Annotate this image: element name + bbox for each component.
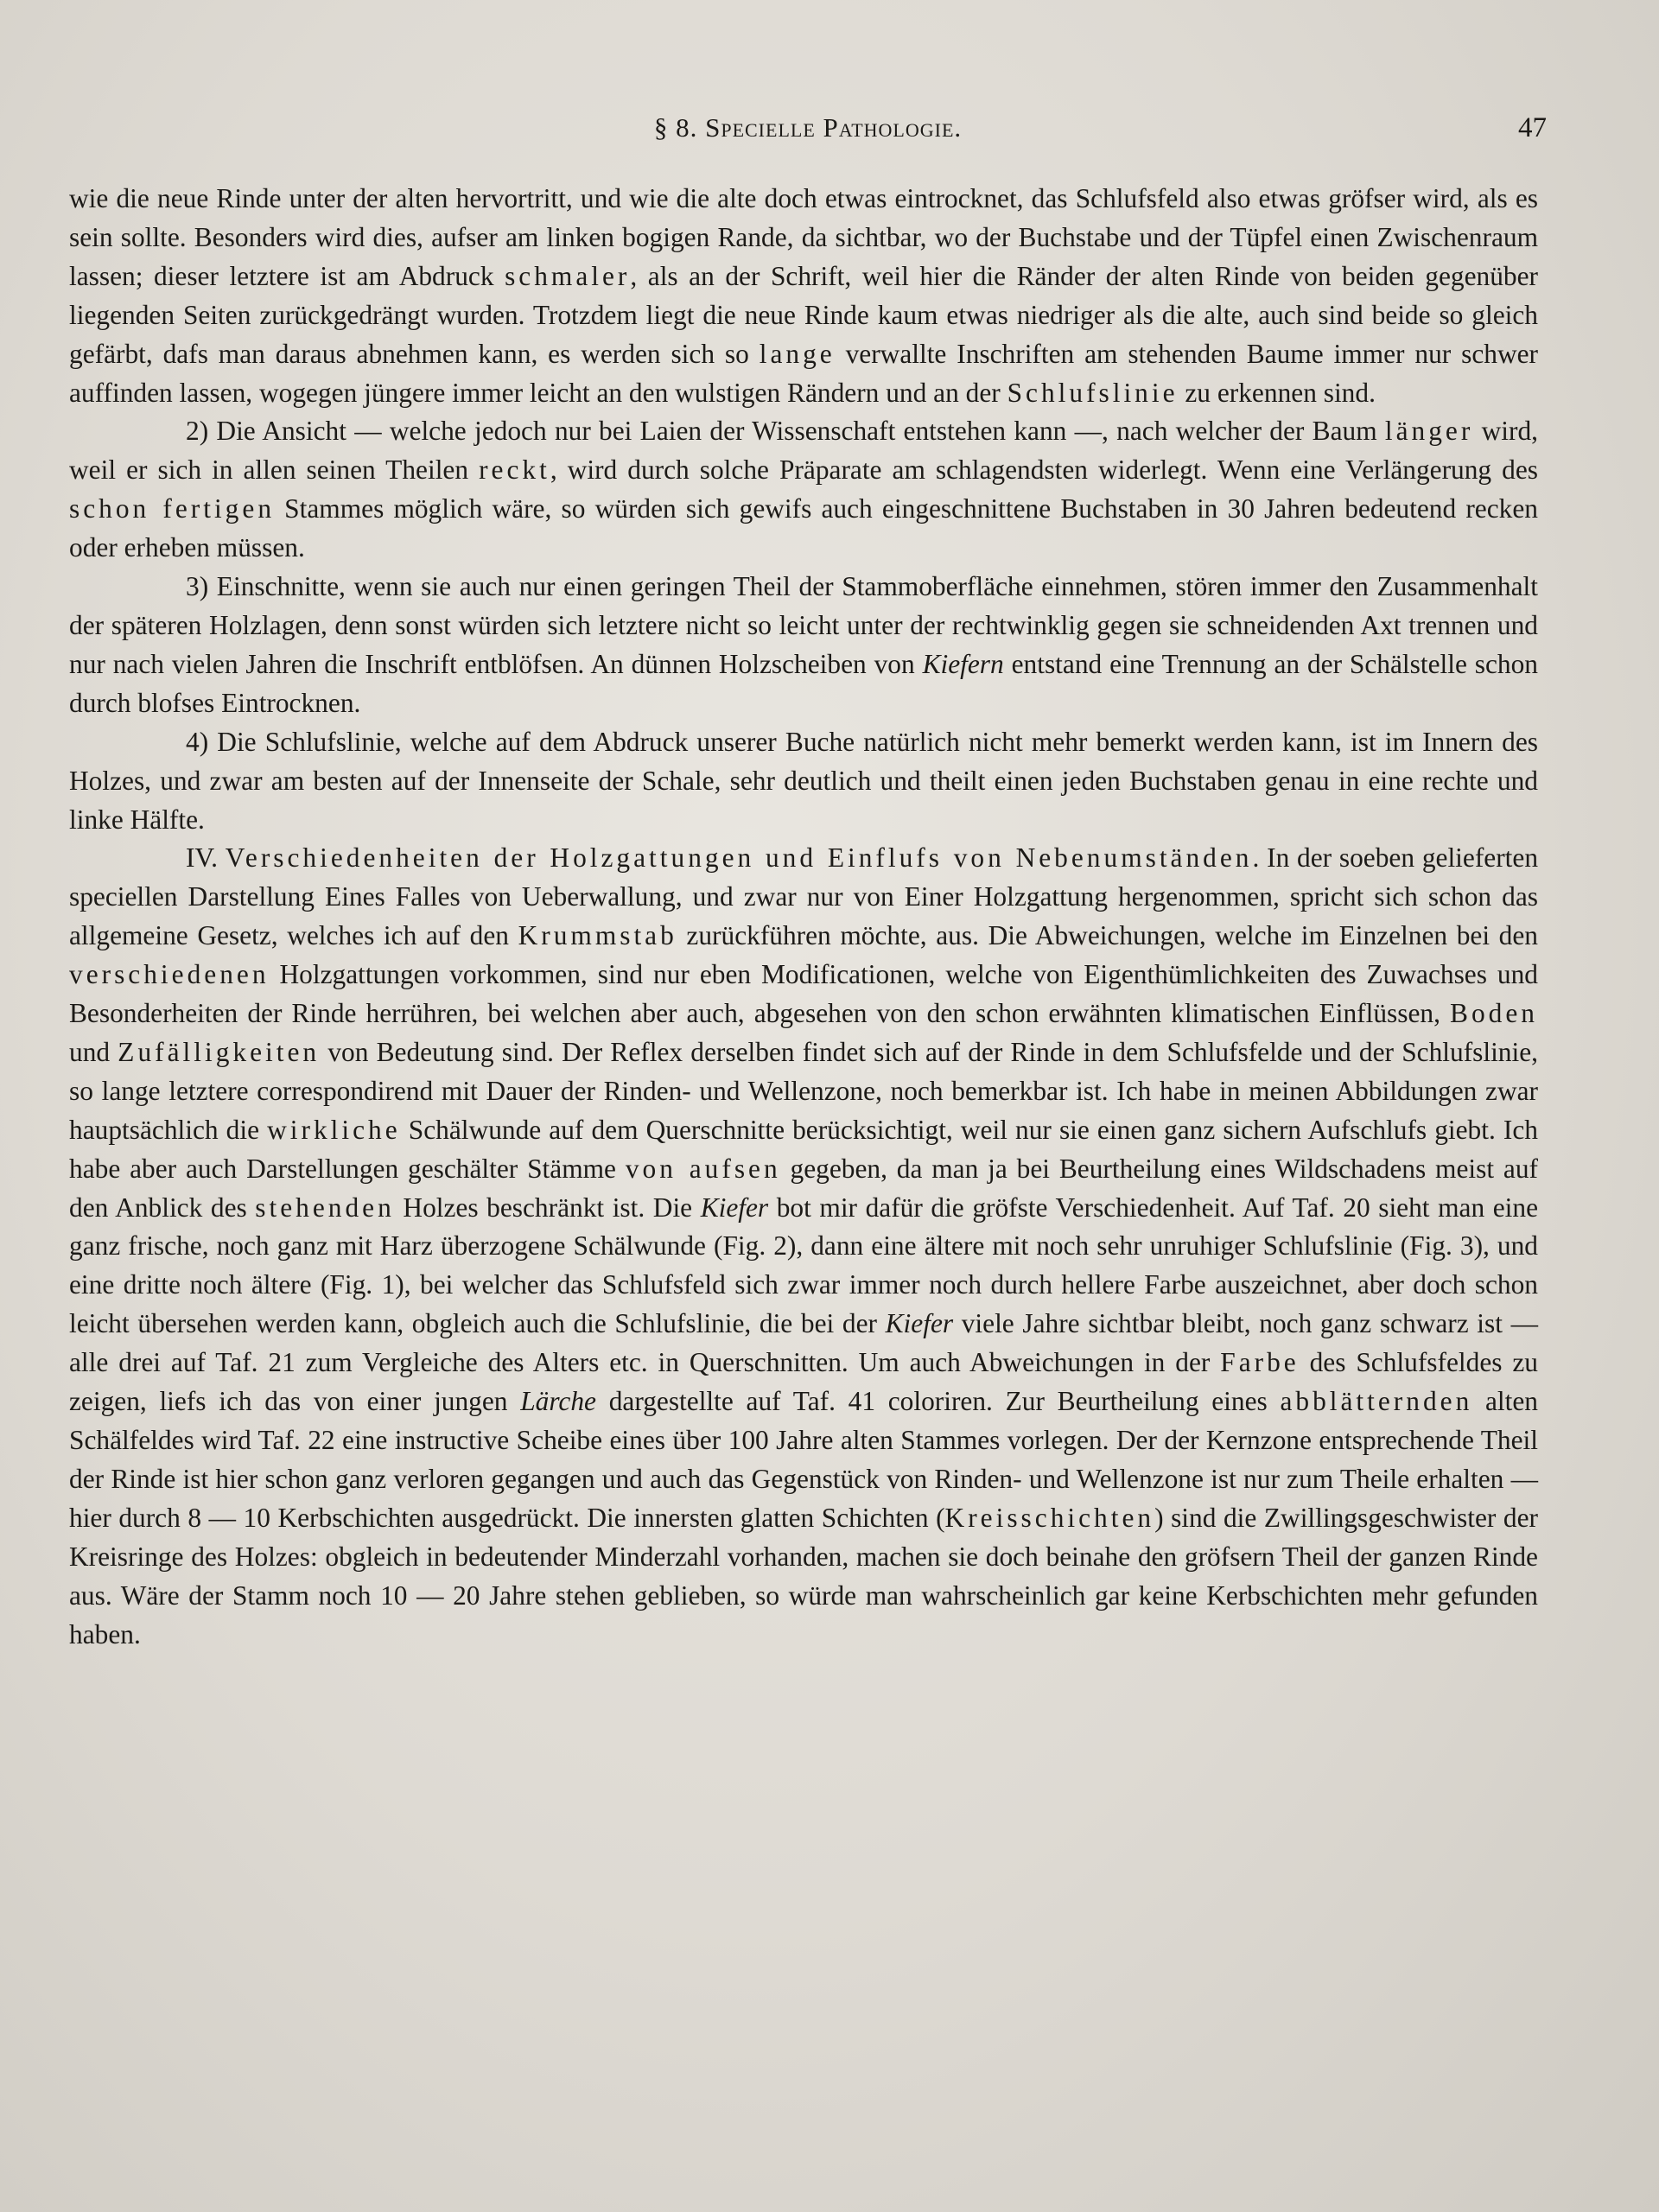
text-run: zurückführen möchte, aus. Die Abweichungen, welche im Einzelnen bei den: [677, 920, 1538, 951]
text-run: dargestellte auf Taf. 41 coloriren. Zur Beurtheilung eines: [595, 1386, 1281, 1417]
spaced-emphasis-text: Kreisschichten: [944, 1502, 1155, 1533]
text-run: gegeben, da man ja bei Beurtheilung eines Wildschadens meist auf den Anblick des: [69, 1153, 1538, 1223]
spaced-emphasis-text: verschiedenen: [69, 959, 270, 990]
text-run: Holzes beschränkt ist. Die: [394, 1192, 701, 1223]
paragraph: [69, 568, 1538, 723]
spaced-emphasis-text: Schlufslinie: [1007, 377, 1179, 408]
text-run: wie die neue Rinde unter der alten hervortritt, und wie die alte doch etwas eintrocknet, das Schlufsfeld also etwas gröfser wird, als es sein sollte. Besonders wird dies, aufser am linken bogigen Rande, da sichtbar, wo der Buchstabe und der Tüpfel einen Zwischenraum lassen; dieser letztere ist am Abdruck: [69, 183, 1538, 291]
italic-text: Kiefer: [885, 1308, 954, 1339]
text-run: zu erkennen sind.: [1178, 377, 1376, 408]
spaced-emphasis-text: abblätternden: [1280, 1386, 1473, 1417]
text-run: , wird durch solche Präparate am schlagendsten widerlegt. Wenn eine Verlängerung des: [550, 454, 1538, 486]
spaced-emphasis-text: schmaler: [505, 260, 631, 291]
text-run: , als an der Schrift, weil hier die Ränder der alten Rinde von beiden gegenüber liegenden Seiten zurückgedrängt wurden. Trotzdem liegt die neue Rinde kaum etwas niedriger als die alte, auch sind beide so gleich gefärbt, dafs man daraus abnehmen kann, es werden sich so: [69, 260, 1538, 369]
text-run: ) sind die Zwillingsgeschwister der Kreisringe des Holzes: obgleich in bedeutender Minderzahl vorhanden, machen sie doch beinahe den gröfsern Theil der ganzen Rinde aus. Wäre der Stamm noch 10 — 20 Jahre stehen geblieben, so würde man wahrscheinlich gar keine Kerbschichten mehr gefunden haben.: [69, 1502, 1538, 1649]
spaced-emphasis-text: Krummstab: [518, 920, 677, 951]
italic-text: Lärche: [520, 1386, 596, 1417]
text-run: entstand eine Trennung an der Schälstelle schon durch blofses Eintrocknen.: [69, 648, 1539, 718]
text-run: Holzgattungen vorkommen, sind nur eben Modificationen, welche von Eigenthümlichkeiten des Zuwachses und Besonderheiten der Rinde herrühren, bei welchen aber auch, abgesehen von den schon erwähnten klimatischen Einflüssen,: [69, 959, 1538, 1029]
text-run: bot mir dafür die gröfste Verschiedenheit. Auf Taf. 20 sieht man eine ganz frische, noch ganz mit Harz überzogene Schälwunde (Fig. 2), dann eine ältere mit noch sehr unruhiger Schlufslinie (Fig. 3), und eine dritte noch ältere (Fig. 1), bei welcher das Schlufsfeld sich zwar immer noch durch hellere Farbe auszeichnet, aber doch schon leicht übersehen werden kann, obgleich auch die Schlufslinie, die bei der: [69, 1192, 1539, 1339]
text-run: Schälwunde auf dem Querschnitte berücksichtigt, weil nur sie einen ganz sichern Aufschlufs giebt. Ich habe aber auch Darstellungen geschälter Stämme: [69, 1114, 1538, 1184]
text-run: 3) Einschnitte, wenn sie auch nur einen geringen Theil der Stammoberfläche einnehmen, stören immer den Zusammenhalt der späteren Holzlagen, denn sonst würden sich letztere nicht so leicht unter der rechtwinklig gegen sie schneidenden Axt trennen und nur nach vielen Jahren die Inschrift entblöfsen. An dünnen Holzscheiben von: [69, 571, 1538, 679]
text-run: von Bedeutung sind. Der Reflex derselben findet sich auf der Rinde in dem Schlufsfelde und der Schlufslinie, so lange letztere correspondirend mit Dauer der Rinden- und Wellenzone, noch bemerkbar ist. Ich habe in meinen Abbildungen zwar hauptsächlich die: [69, 1036, 1539, 1145]
header-title: § 8. Specielle Pathologie.: [653, 112, 963, 143]
spaced-emphasis-text: Boden: [1450, 998, 1538, 1029]
text-run: wird, weil er sich in allen seinen Theilen: [69, 416, 1538, 486]
spaced-emphasis-text: reckt: [479, 454, 550, 486]
text-run: Stammes möglich wäre, so würden sich gewifs auch eingeschnittene Buchstaben in 30 Jahren bedeutend recken oder erheben müssen.: [69, 493, 1538, 563]
text-run: verwallte Inschriften am stehenden Baume immer nur schwer auffinden lassen, wogegen jüngere immer leicht an den wulstigen Rändern und an der: [69, 338, 1538, 408]
text-run: des Schlufsfeldes zu zeigen, liefs ich das von einer jungen: [69, 1347, 1538, 1417]
spaced-emphasis-text: länger: [1384, 416, 1474, 447]
paragraph: [69, 412, 1538, 568]
body-text: [69, 180, 1538, 1654]
italic-text: Kiefern: [922, 648, 1004, 679]
spaced-emphasis-text: von aufsen: [625, 1153, 781, 1184]
paragraph: [69, 839, 1538, 1654]
italic-text: Kiefer: [700, 1192, 769, 1223]
spaced-emphasis-text: lange: [759, 338, 836, 369]
text-run: . In der soeben gelieferten speciellen Darstellung Eines Falles von Ueberwallung, und zwar nur von Einer Holzgattung hergenommen, spricht sich schon das allgemeine Gesetz, welches ich auf den: [69, 842, 1539, 951]
paragraph: [69, 723, 1538, 840]
running-header: [69, 112, 1547, 156]
spaced-emphasis-text: Zufälligkeiten: [118, 1036, 321, 1067]
spaced-emphasis-text: Verschiedenheiten der Holzgattungen und Einflufs von Nebenumständen: [225, 842, 1253, 874]
text-run: IV.: [186, 842, 226, 874]
text-run: alten Schälfeldes wird Taf. 22 eine instructive Scheibe eines über 100 Jahre alten Stammes vorlegen. Der der Kernzone entsprechende Theil der Rinde ist hier schon ganz verloren gegangen und auch das Gegenstück von Rinden- und Wellenzone ist nur zum Theile erhalten — hier durch 8 — 10 Kerbschichten ausgedrückt. Die innersten glatten Schichten (: [69, 1386, 1538, 1533]
spaced-emphasis-text: wirkliche: [267, 1114, 401, 1145]
spaced-emphasis-text: Farbe: [1220, 1347, 1300, 1378]
spaced-emphasis-text: stehenden: [255, 1192, 395, 1223]
text-run: und: [69, 1036, 118, 1067]
text-run: 2) Die Ansicht — welche jedoch nur bei Laien der Wissenschaft entstehen kann —, nach welcher der Baum: [186, 416, 1385, 447]
text-run: 4) Die Schlufslinie, welche auf dem Abdruck unserer Buche natürlich nicht mehr bemerkt werden kann, ist im Innern des Holzes, und zwar am besten auf der Innenseite der Schale, sehr deutlich und theilt einen jeden Buchstaben genau in eine rechte und linke Hälfte.: [69, 726, 1538, 835]
text-run: viele Jahre sichtbar bleibt, noch ganz schwarz ist — alle drei auf Taf. 21 zum Vergleiche des Alters etc. in Querschnitten. Um auch Abweichungen in der: [69, 1308, 1539, 1378]
spaced-emphasis-text: schon fertigen: [69, 493, 276, 524]
page-number: 47: [1518, 112, 1547, 143]
paragraph: [69, 180, 1538, 412]
